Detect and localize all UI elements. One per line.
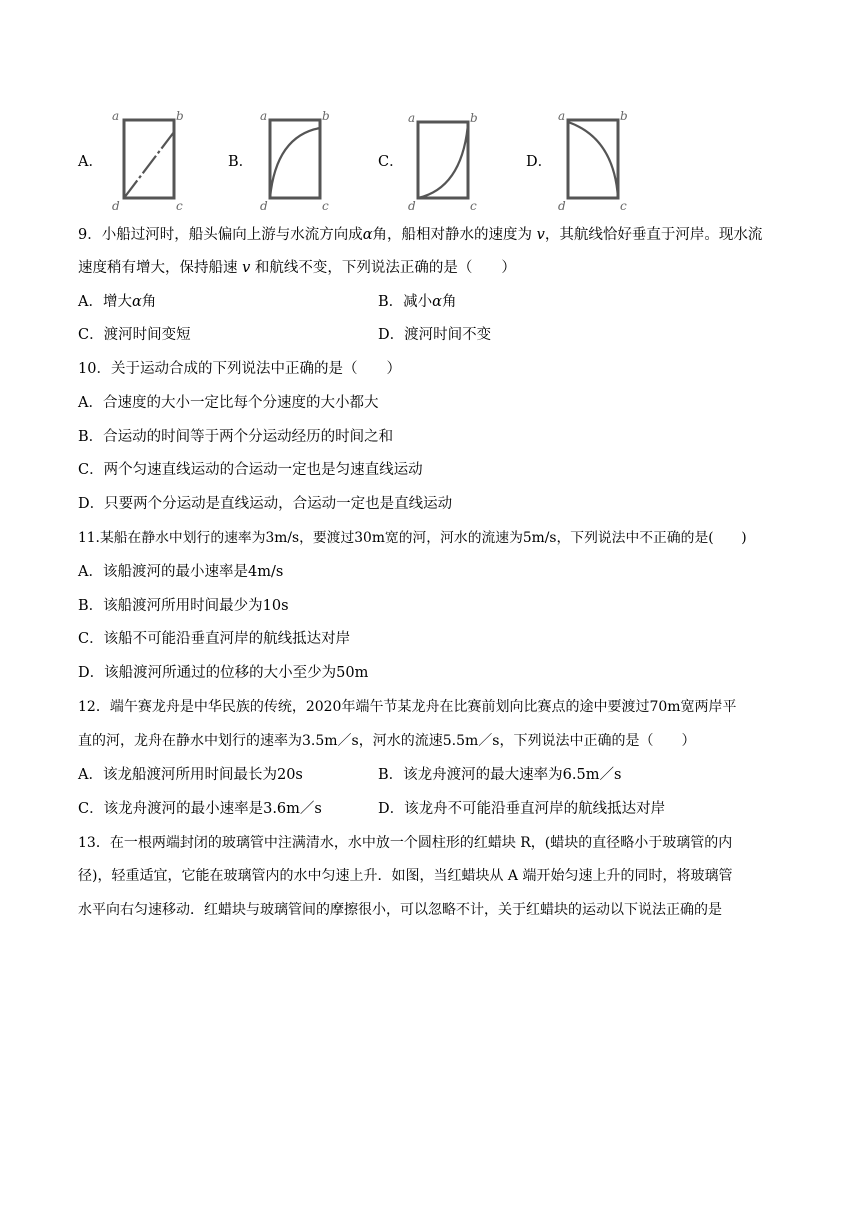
corner-c: c (620, 199, 627, 213)
figure-option-b-label[interactable]: B． (228, 154, 254, 170)
figure-option-a-label[interactable]: A． (78, 154, 103, 170)
corner-c: c (176, 199, 183, 213)
figure-options-row (78, 108, 678, 218)
corner-c: c (322, 199, 329, 213)
q11-option-d[interactable]: D．该船渡河所通过的位移的大小至少为50m (78, 665, 369, 681)
q10-option-b[interactable]: B．合运动的时间等于两个分运动经历的时间之和 (78, 429, 394, 445)
corner-b: b (322, 109, 330, 123)
figure-option-a (108, 108, 188, 218)
q12-option-b[interactable]: B．该龙舟渡河的最大速率为6.5m／s (378, 767, 622, 783)
q10-option-d[interactable]: D．只要两个分运动是直线运动，合运动一定也是直线运动 (78, 496, 453, 512)
corner-d: d (260, 199, 268, 213)
corner-b: b (176, 109, 184, 123)
corner-c: c (470, 199, 477, 213)
q12-stem-line1: 12．端午赛龙舟是中华民族的传统，2020年端午节某龙舟在比赛前划向比赛点的途中要渡过70m宽两岸平 (78, 699, 737, 715)
q9-stem-line2: 速度稍有增大，保持船速 v 和航线不变，下列说法正确的是（ ） (78, 260, 516, 276)
figure-option-c (404, 108, 484, 218)
corner-a: a (558, 109, 566, 123)
corner-b: b (470, 111, 478, 125)
q12-option-c[interactable]: C．该龙舟渡河的最小速率是3.6m／s (78, 801, 322, 817)
figure-option-d-label[interactable]: D． (526, 154, 553, 170)
q10-option-a[interactable]: A．合速度的大小一定比每个分速度的大小都大 (78, 395, 379, 411)
q9-option-d[interactable]: D．渡河时间不变 (378, 327, 492, 343)
q13-stem-line2: 径)，轻重适宜，它能在玻璃管内的水中匀速上升．如图，当红蜡块从 A 端开始匀速上升的同时，将玻璃管 (78, 868, 733, 884)
q11-option-b[interactable]: B．该船渡河所用时间最少为10s (78, 598, 289, 614)
q13-stem-line3: 水平向右匀速移动．红蜡块与玻璃管间的摩擦很小，可以忽略不计，关于红蜡块的运动以下说法正确的是 (78, 902, 722, 918)
q13-stem-line1: 13．在一根两端封闭的玻璃管中注满清水，水中放一个圆柱形的红蜡块 R，(蜡块的直径略小于玻璃管的内 (78, 835, 733, 851)
q9-option-a[interactable]: A．增大α角 (78, 294, 157, 310)
figure-option-b (258, 108, 338, 218)
q11-option-c[interactable]: C．该船不可能沿垂直河岸的航线抵达对岸 (78, 631, 351, 647)
q11-option-a[interactable]: A．该船渡河的最小速率是4m/s (78, 564, 284, 580)
corner-a: a (408, 111, 416, 125)
corner-a: a (260, 109, 268, 123)
q10-stem: 10．关于运动合成的下列说法中正确的是（ ） (78, 361, 401, 377)
q9-stem-line1: 9．小船过河时，船头偏向上游与水流方向成α角，船相对静水的速度为 v，其航线恰好垂直于河岸。现水流 (78, 227, 763, 243)
figure-option-c-label[interactable]: C． (378, 154, 404, 170)
q12-stem-line2: 直的河，龙舟在静水中划行的速率为3.5m／s，河水的流速5.5m／s，下列说法中正确的是（ ） (78, 733, 696, 749)
q12-option-d[interactable]: D．该龙舟不可能沿垂直河岸的航线抵达对岸 (378, 801, 666, 817)
q9-option-b[interactable]: B．减小α角 (378, 294, 457, 310)
figure-option-d (554, 108, 634, 218)
corner-d: d (408, 199, 416, 213)
corner-d: d (558, 199, 566, 213)
q12-option-a[interactable]: A．该龙船渡河所用时间最长为20s (78, 767, 303, 783)
q10-option-c[interactable]: C．两个匀速直线运动的合运动一定也是匀速直线运动 (78, 462, 423, 478)
corner-b: b (620, 109, 628, 123)
corner-d: d (112, 199, 120, 213)
corner-a: a (112, 109, 120, 123)
q11-stem: 11.某船在静水中划行的速率为3m/s，要渡过30m宽的河，河水的流速为5m/s，下列说法中不正确的是( ) (78, 530, 747, 546)
q9-option-c[interactable]: C．渡河时间变短 (78, 327, 191, 343)
